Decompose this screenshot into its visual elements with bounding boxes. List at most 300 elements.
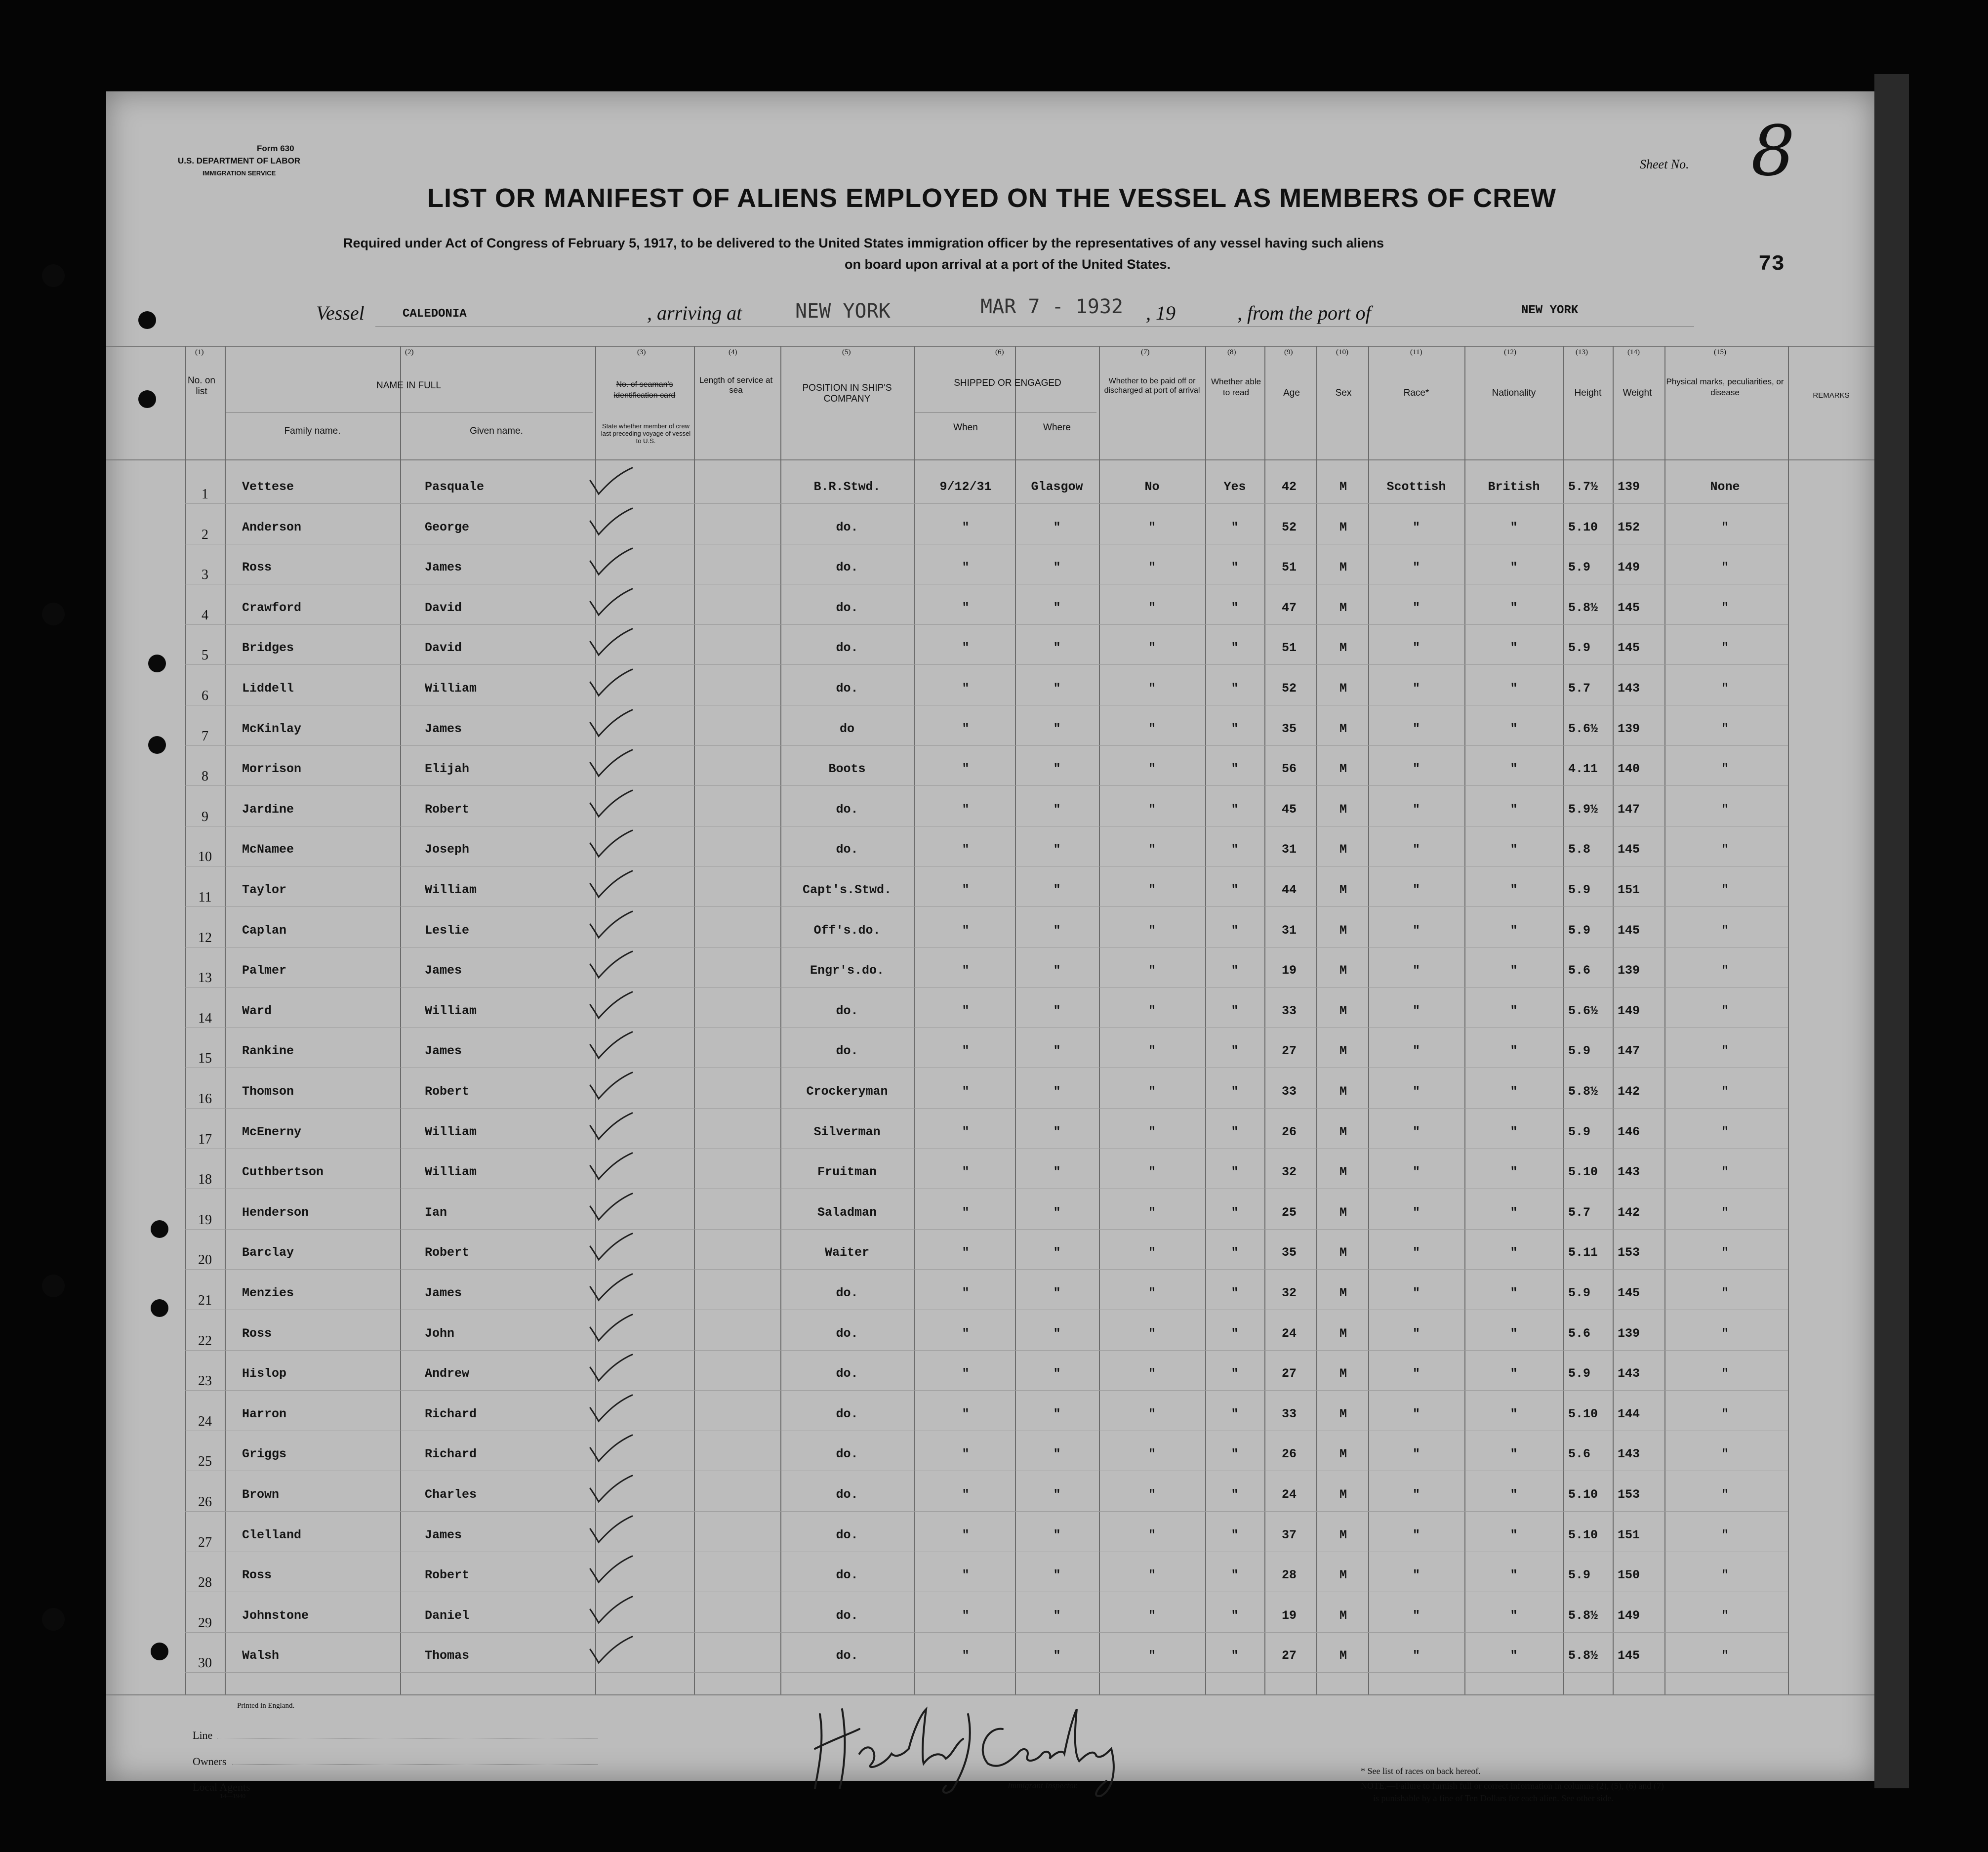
col-number-1: (1) [195,348,204,356]
punch-hole [148,736,166,754]
from-port-label: , from the port of [1237,302,1371,324]
cell-height: 5.11 [1568,1245,1598,1260]
cell-age: 31 [1282,842,1297,857]
cell-weight: 139 [1618,963,1640,978]
cell-nat: " [1510,1245,1518,1260]
cell-where: " [1053,1326,1061,1341]
check-mark [588,829,635,859]
cell-sex: M [1339,762,1347,777]
row-number: 19 [198,1212,212,1228]
cell-where: " [1053,1366,1061,1381]
check-mark [588,1233,635,1262]
cell-sex: M [1339,923,1347,938]
cell-family: Vettese [242,480,294,494]
cell-sex: M [1339,1527,1347,1542]
row-rule [185,1511,1788,1512]
cell-sex: M [1339,1205,1347,1220]
cell-sex: M [1339,1286,1347,1300]
column-rule [1563,346,1564,1694]
cell-marks: " [1721,1487,1729,1502]
cell-marks: " [1721,1245,1729,1260]
cell-where: " [1053,600,1061,615]
cell-weight: 153 [1618,1487,1640,1502]
cell-age: 51 [1282,560,1297,575]
cell-read: " [1231,1527,1239,1542]
check-mark [588,1555,635,1585]
row-number: 8 [202,769,208,784]
cell-paid: " [1148,1084,1156,1099]
col-header-family-name: Family name. [284,426,341,436]
cell-family: Caplan [242,923,287,938]
shipped-subhead-rule [914,412,1096,413]
col-header-paid-off: Whether to be paid off or discharged at port of arrival [1104,377,1200,395]
cell-race: " [1412,1165,1420,1180]
cell-paid: " [1148,1165,1156,1180]
cell-position: do. [836,842,858,857]
cell-paid: " [1148,641,1156,656]
cell-when: " [962,1084,970,1099]
line-label: Line [193,1729,213,1741]
col-header-sex: Sex [1335,388,1352,398]
col-header-nationality: Nationality [1492,388,1536,398]
cell-marks: " [1721,923,1729,938]
cell-when: " [962,883,970,897]
cell-height: 5.9 [1568,1124,1591,1139]
cell-paid: " [1148,963,1156,978]
cell-height: 5.9 [1568,1286,1591,1300]
check-mark [588,1515,635,1545]
cell-age: 52 [1282,520,1297,535]
column-rule [225,346,226,1694]
row-number: 15 [198,1051,212,1067]
cell-given: Robert [425,802,470,817]
cell-weight: 143 [1618,1447,1640,1462]
cell-nat: " [1510,1205,1518,1220]
cell-paid: " [1148,520,1156,535]
cell-marks: " [1721,641,1729,656]
cell-given: Richard [425,1447,477,1462]
cell-paid: " [1148,560,1156,575]
col-header-race: Race* [1403,388,1429,398]
cell-given: Pasquale [425,480,485,494]
cell-where: " [1053,1648,1061,1663]
cell-paid: " [1148,842,1156,857]
col-number-2: (2) [405,348,414,356]
cell-sex: M [1339,520,1347,535]
cell-given: Daniel [425,1608,470,1623]
cell-age: 26 [1282,1447,1297,1462]
cell-family: McNamee [242,842,294,857]
cell-nat: " [1510,600,1518,615]
row-rule [185,1632,1788,1633]
cell-race: " [1412,883,1420,897]
cell-height: 5.8½ [1568,1648,1598,1663]
cell-weight: 143 [1618,1366,1640,1381]
cell-when: " [962,1003,970,1018]
cell-marks: " [1721,883,1729,897]
cell-race: " [1412,600,1420,615]
cell-when: " [962,802,970,817]
cell-paid: " [1148,802,1156,817]
cell-age: 27 [1282,1044,1297,1059]
cell-nat: " [1510,762,1518,777]
cell-race: " [1412,641,1420,656]
form-code: 14—1940 [220,1792,245,1800]
punch-hole [42,1608,65,1631]
cell-read: " [1231,681,1239,696]
cell-when: " [962,1487,970,1502]
cell-weight: 145 [1618,1648,1640,1663]
cell-when: " [962,1205,970,1220]
row-number: 7 [202,728,208,744]
col-header-no-on-list: No. on list [188,375,215,397]
cell-height: 5.9 [1568,560,1591,575]
cell-weight: 145 [1618,923,1640,938]
cell-family: Barclay [242,1245,294,1260]
cell-family: Jardine [242,802,294,817]
cell-age: 27 [1282,1648,1297,1663]
col-header-name-in-full: NAME IN FULL [376,380,441,391]
cell-paid: " [1148,923,1156,938]
cell-family: McEnerny [242,1124,302,1139]
cell-where: " [1053,1286,1061,1300]
cell-weight: 139 [1618,480,1640,494]
cell-race: " [1412,1568,1420,1583]
cell-age: 31 [1282,923,1297,938]
cell-read: " [1231,842,1239,857]
check-mark [588,467,635,496]
cell-height: 5.9 [1568,883,1591,897]
check-mark [588,950,635,980]
cell-family: Harron [242,1406,287,1421]
cell-marks: " [1721,721,1729,736]
cell-where: " [1053,1124,1061,1139]
cell-read: " [1231,1084,1239,1099]
col-number-10: (10) [1336,348,1348,356]
cell-position: do. [836,681,858,696]
cell-family: Bridges [242,641,294,656]
cell-weight: 145 [1618,600,1640,615]
paper-edge-shadow [1874,74,1909,1788]
punch-hole [138,390,156,408]
row-rule [185,1350,1788,1351]
cell-position: Capt's.Stwd. [802,883,892,897]
row-rule [185,785,1788,786]
cell-where: " [1053,520,1061,535]
cell-when: " [962,1165,970,1180]
year-label: , 19 [1146,302,1176,324]
cell-age: 25 [1282,1205,1297,1220]
cell-race: " [1412,1286,1420,1300]
cell-age: 32 [1282,1286,1297,1300]
cell-given: James [425,560,462,575]
check-mark [588,588,635,617]
cell-paid: " [1148,1124,1156,1139]
cell-race: " [1412,681,1420,696]
cell-given: Robert [425,1084,470,1099]
cell-position: Saladman [817,1205,877,1220]
cell-position: do. [836,1406,858,1421]
cell-where: " [1053,1003,1061,1018]
col-number-6: (6) [995,348,1004,356]
col-header-height: Height [1574,388,1602,398]
cell-family: Cuthbertson [242,1165,324,1180]
row-number: 13 [198,970,212,986]
cell-where: " [1053,963,1061,978]
cell-nat: " [1510,1286,1518,1300]
date-stamp: MAR 7 - 1932 [980,295,1123,318]
cell-paid: " [1148,1286,1156,1300]
cell-nat: " [1510,1003,1518,1018]
cell-paid: " [1148,1205,1156,1220]
cell-where: " [1053,1487,1061,1502]
department: U.S. DEPARTMENT OF LABOR [178,156,301,165]
cell-where: " [1053,1165,1061,1180]
cell-marks: " [1721,1044,1729,1059]
cell-race: " [1412,1366,1420,1381]
col-header-physical-marks: Physical marks, peculiarities, or disease [1666,377,1784,397]
col-header-where: Where [1043,422,1071,433]
punch-hole [42,264,65,287]
row-number: 11 [198,890,212,905]
races-note: * See list of races on back hereof. [1361,1766,1481,1776]
cell-position: do. [836,1447,858,1462]
row-number: 14 [198,1010,212,1026]
agents-underline [262,1791,598,1792]
cell-nat: " [1510,1124,1518,1139]
cell-where: " [1053,1084,1061,1099]
cell-where: " [1053,883,1061,897]
cell-weight: 142 [1618,1084,1640,1099]
cell-position: do. [836,1608,858,1623]
cell-height: 5.9 [1568,923,1591,938]
cell-race: " [1412,1487,1420,1502]
cell-given: James [425,1527,462,1542]
cell-height: 5.10 [1568,1406,1598,1421]
cell-paid: " [1148,1245,1156,1260]
cell-position: do. [836,1326,858,1341]
row-number: 23 [198,1373,212,1389]
row-number: 29 [198,1615,212,1631]
punch-hole [138,311,156,329]
cell-marks: " [1721,1286,1729,1300]
cell-height: 5.9 [1568,1044,1591,1059]
cell-given: Thomas [425,1648,470,1663]
cell-nat: " [1510,520,1518,535]
cell-when: 9/12/31 [939,480,992,494]
cell-nat: " [1510,963,1518,978]
cell-family: Walsh [242,1648,280,1663]
cell-read: " [1231,520,1239,535]
cell-when: " [962,1406,970,1421]
cell-race: " [1412,1648,1420,1663]
cell-marks: " [1721,1608,1729,1623]
cell-position: do. [836,641,858,656]
row-number: 18 [198,1172,212,1188]
cell-when: " [962,560,970,575]
cell-paid: " [1148,1044,1156,1059]
cell-read: " [1231,1487,1239,1502]
cell-where: " [1053,1568,1061,1583]
col-header-shipped: SHIPPED OR ENGAGED [954,378,1061,388]
cell-family: Menzies [242,1286,294,1300]
cell-nat: " [1510,1568,1518,1583]
check-mark [588,1152,635,1182]
row-number: 3 [202,567,208,583]
column-rule [914,346,915,1694]
cell-position: do. [836,1527,858,1542]
cell-where: " [1053,762,1061,777]
cell-weight: 147 [1618,802,1640,817]
check-mark [588,507,635,537]
cell-race: " [1412,520,1420,535]
cell-nat: " [1510,1648,1518,1663]
cell-sex: M [1339,1648,1347,1663]
cell-when: " [962,1124,970,1139]
cell-marks: " [1721,1165,1729,1180]
subtitle-line-2: on board upon arrival at a port of the United States. [845,257,1171,272]
cell-read: " [1231,883,1239,897]
cell-sex: M [1339,480,1347,494]
cell-family: Henderson [242,1205,309,1220]
cell-read: " [1231,1245,1239,1260]
cell-family: Griggs [242,1447,287,1462]
cell-marks: " [1721,1447,1729,1462]
row-number: 10 [198,849,212,865]
cell-given: James [425,1286,462,1300]
col-number-8: (8) [1227,348,1236,356]
penalty-note-line-2: is punishable by a fine of Ten Dollars for each alien. See other side. [1373,1793,1614,1803]
sheet-label: Sheet No. [1640,157,1689,171]
cell-marks: " [1721,1568,1729,1583]
cell-marks: " [1721,1366,1729,1381]
cell-where: " [1053,842,1061,857]
cell-height: 5.8½ [1568,600,1598,615]
cell-nat: " [1510,1608,1518,1623]
cell-age: 56 [1282,762,1297,777]
check-mark [588,628,635,658]
cell-position: do. [836,1487,858,1502]
cell-nat: " [1510,1044,1518,1059]
col-number-3: (3) [637,348,646,356]
cell-sex: M [1339,1165,1347,1180]
cell-where: " [1053,1447,1061,1462]
penalty-note-line-1: NOTE.—Failure to furnish full or correct information in columns (2), (5), (6) and (7) [1361,1781,1664,1791]
cell-age: 33 [1282,1406,1297,1421]
cell-position: Engr's.do. [810,963,885,978]
cell-age: 19 [1282,1608,1297,1623]
cell-paid: " [1148,1648,1156,1663]
column-rule [1613,346,1614,1694]
cell-where: " [1053,1608,1061,1623]
check-mark [588,1273,635,1303]
line-underline [217,1738,598,1739]
cell-nat: " [1510,1366,1518,1381]
cell-age: 35 [1282,721,1297,736]
cell-paid: " [1148,600,1156,615]
cell-paid: " [1148,1447,1156,1462]
col-number-14: (14) [1627,348,1640,356]
col-number-7: (7) [1141,348,1150,356]
column-rule [400,346,401,1694]
row-number: 28 [198,1575,212,1591]
cell-marks: None [1710,480,1740,494]
cell-when: " [962,1527,970,1542]
cell-height: 5.6 [1568,1447,1591,1462]
check-mark [588,1314,635,1343]
cell-age: 52 [1282,681,1297,696]
row-rule [185,1229,1788,1230]
cell-given: William [425,883,477,897]
cell-nat: " [1510,1165,1518,1180]
cell-race: " [1412,923,1420,938]
cell-when: " [962,600,970,615]
col-number-15: (15) [1714,348,1726,356]
cell-read: " [1231,1044,1239,1059]
cell-weight: 149 [1618,560,1640,575]
cell-race: " [1412,1124,1420,1139]
cell-where: Glasgow [1031,480,1083,494]
cell-paid: " [1148,681,1156,696]
cell-read: " [1231,721,1239,736]
cell-when: " [962,1608,970,1623]
cell-position: Boots [828,762,866,777]
cell-when: " [962,520,970,535]
punch-hole [151,1643,168,1660]
cell-paid: " [1148,1608,1156,1623]
cell-family: Ross [242,1568,272,1583]
cell-age: 44 [1282,883,1297,897]
cell-read: " [1231,1366,1239,1381]
cell-race: " [1412,802,1420,817]
cell-nat: " [1510,883,1518,897]
cell-position: Off's.do. [813,923,881,938]
printed-in: Printed in England. [237,1702,295,1710]
column-rule [1316,346,1317,1694]
cell-paid: " [1148,1366,1156,1381]
cell-read: " [1231,1608,1239,1623]
cell-family: Ross [242,560,272,575]
cell-race: " [1412,1406,1420,1421]
voyage-underline [375,326,1694,327]
cell-read: Yes [1223,480,1246,494]
cell-position: do. [836,1568,858,1583]
cell-nat: " [1510,923,1518,938]
inspector-title: Immigrant Inspector. [1008,1781,1078,1790]
cell-marks: " [1721,1527,1729,1542]
col-header-weight: Weight [1623,388,1652,398]
owners-underline [232,1765,598,1766]
cell-where: " [1053,641,1061,656]
cell-where: " [1053,1527,1061,1542]
cell-read: " [1231,1406,1239,1421]
cell-position: Waiter [824,1245,870,1260]
corner-number: 73 [1758,252,1785,277]
cell-read: " [1231,560,1239,575]
cell-weight: 151 [1618,1527,1640,1542]
cell-family: Crawford [242,600,302,615]
cell-weight: 152 [1618,520,1640,535]
col-header-given-name: Given name. [470,426,523,436]
cell-nat: " [1510,842,1518,857]
cell-marks: " [1721,520,1729,535]
cell-sex: M [1339,1608,1347,1623]
row-number: 16 [198,1091,212,1107]
cell-paid: " [1148,762,1156,777]
cell-marks: " [1721,1124,1729,1139]
cell-when: " [962,1044,970,1059]
cell-where: " [1053,1044,1061,1059]
